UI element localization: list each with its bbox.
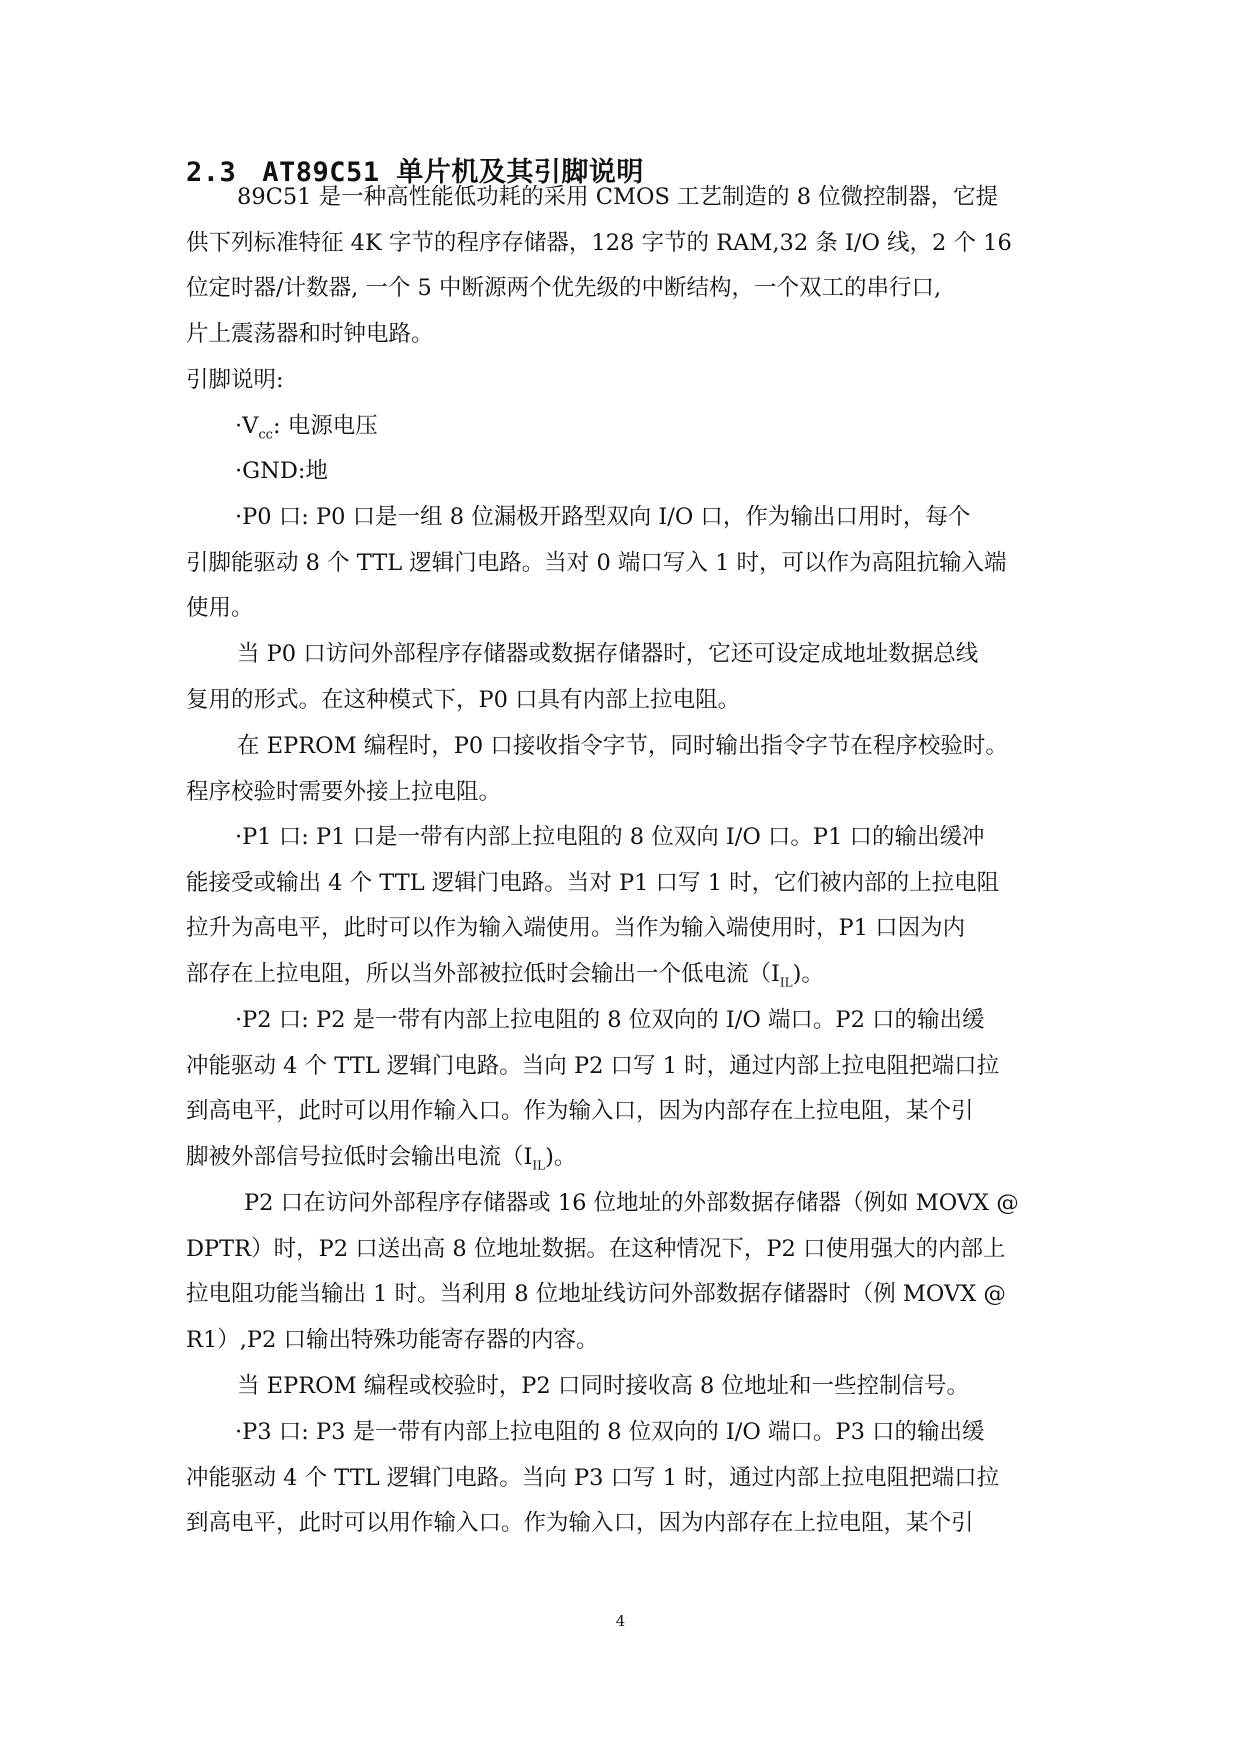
text-line: 供下列标准特征 4K 字节的程序存储器，128 字节的 RAM,32 条 I/O 线，2 个 16	[186, 229, 1012, 256]
text-line: 程序校验时需要外接上拉电阻。	[186, 778, 502, 805]
text-line: 复用的形式。在这种模式下，P0 口具有内部上拉电阻。	[186, 686, 741, 713]
paragraph-intro	[186, 175, 1056, 358]
text-line: ·P2 口: P2 是一带有内部上拉电阻的 8 位双向的 I/O 端口。P2 口的输出缓	[235, 1007, 985, 1033]
text-line: 当 P0 口访问外部程序存储器或数据存储器时，它还可设定成地址数据总线	[237, 641, 979, 667]
text-line: P2 口在访问外部程序存储器或 16 位地址的外部数据存储器（例如 MOVX @	[244, 1190, 1019, 1216]
text-line: 冲能驱动 4 个 TTL 逻辑门电路。当向 P2 口写 1 时，通过内部上拉电阻把端口拉	[186, 1052, 1000, 1079]
paragraph-p2-access	[186, 1181, 1056, 1364]
paragraph-p0	[186, 495, 1056, 632]
page-number: 4	[615, 1612, 626, 1630]
text-line: 到高电平，此时可以用作输入口。作为输入口，因为内部存在上拉电阻，某个引	[186, 1510, 974, 1537]
p1-subscript: IL	[779, 975, 793, 990]
text-line: R1）,P2 口输出特殊功能寄存器的内容。	[186, 1327, 599, 1354]
vcc-subscript: cc	[258, 427, 273, 443]
text-line: 引脚能驱动 8 个 TTL 逻辑门电路。当对 0 端口写入 1 时，可以作为高阻抗输入端	[186, 549, 1007, 576]
text-line: 拉升为高电平，此时可以作为输入端使用。当作为输入端使用时，P1 口因为内	[186, 915, 966, 942]
text-line: 能接受或输出 4 个 TTL 逻辑门电路。当对 P1 口写 1 时，它们被内部的上拉电阻	[186, 869, 1000, 896]
text-line: 到高电平，此时可以用作输入口。作为输入口，因为内部存在上拉电阻，某个引	[186, 1098, 974, 1125]
section-number: 2.3	[186, 157, 237, 188]
paragraph-p2-eprom	[186, 1364, 1056, 1410]
text-line: 位定时器/计数器, 一个 5 中断源两个优先级的中断结构，一个双工的串行口,	[186, 275, 942, 302]
paragraph-p3	[186, 1410, 1056, 1547]
p2-subscript: IL	[532, 1158, 546, 1173]
vcc-text: : 电源电压	[272, 413, 378, 439]
p1-last-text: 部存在上拉电阻，所以当外部被拉低时会输出一个低电流（I	[186, 961, 780, 988]
text-line: 使用。	[186, 595, 254, 622]
vcc-prefix: ·V	[235, 413, 259, 439]
paragraph-p0-access	[186, 632, 1056, 723]
p2-last-text: 脚被外部信号拉低时会输出电流（I	[186, 1144, 533, 1171]
text-line: 在 EPROM 编程时，P0 口接收指令字节，同时输出指令字节在程序校验时。	[237, 733, 1008, 759]
text-line: ·P3 口: P3 是一带有内部上拉电阻的 8 位双向的 I/O 端口。P3 口的输出缓	[235, 1419, 985, 1445]
text-line: 拉电阻功能当输出 1 时。当利用 8 位地址线访问外部数据存储器时（例 MOVX @	[186, 1281, 1006, 1308]
paragraph-gnd	[186, 449, 1056, 495]
text-line: ·GND:地	[235, 458, 328, 484]
p2-end: )。	[545, 1144, 577, 1171]
paragraph-p2	[186, 998, 1056, 1189]
text-line: ·P1 口: P1 口是一带有内部上拉电阻的 8 位双向 I/O 口。P1 口的输出缓冲	[235, 824, 985, 850]
text-line: 引脚说明:	[186, 367, 284, 393]
text-line: DPTR）时，P2 口送出高 8 位地址数据。在这种情况下，P2 口使用强大的内部上	[186, 1235, 1006, 1262]
text-line: 当 EPROM 编程或校验时，P2 口同时接收高 8 位地址和一些控制信号。	[237, 1373, 970, 1399]
paragraph-p1	[186, 815, 1056, 1006]
text-line: ·P0 口: P0 口是一组 8 位漏极开路型双向 I/O 口，作为输出口用时，每个	[235, 504, 971, 530]
text-line: 片上震荡器和时钟电路。	[186, 321, 434, 348]
text-line: 89C51 是一种高性能低功耗的采用 CMOS 工艺制造的 8 位微控制器，它提	[237, 184, 999, 210]
section-title: AT89C51 单片机及其引脚说明	[262, 157, 644, 188]
text-line: 冲能驱动 4 个 TTL 逻辑门电路。当向 P3 口写 1 时，通过内部上拉电阻把端口拉	[186, 1464, 1000, 1491]
paragraph-p0-eprom	[186, 724, 1056, 815]
p1-end: )。	[792, 961, 824, 988]
paragraph-pin-label	[186, 358, 1056, 404]
